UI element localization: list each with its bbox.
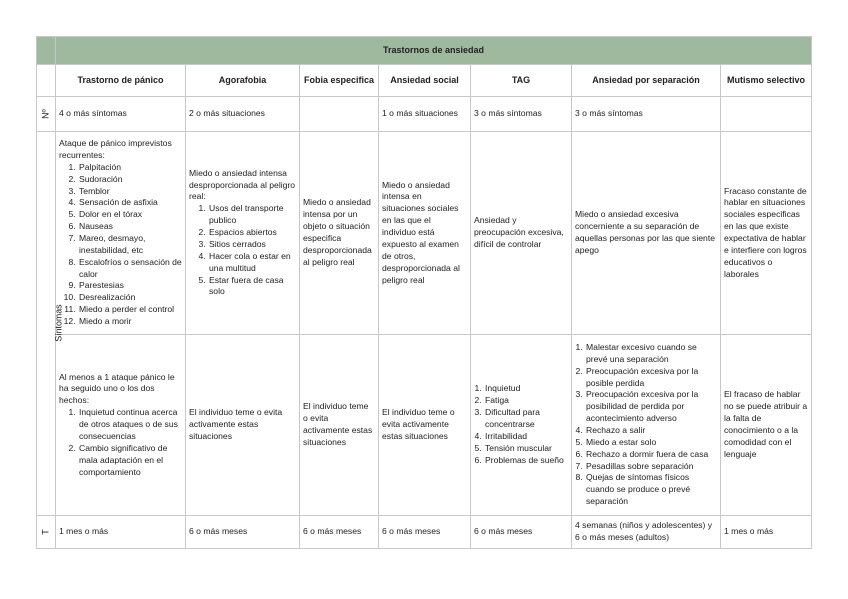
list-item: 2. Fatiga <box>484 395 568 407</box>
list-item: 6. Nauseas <box>78 221 182 233</box>
list-item: 11. Miedo a perder el control <box>78 304 182 316</box>
column-header: Fobia especifica <box>300 65 379 97</box>
table-cell: 3 o más síntomas <box>471 97 572 132</box>
table-cell: 6 o más meses <box>300 516 379 549</box>
list-item: 7. Mareo, desmayo, inestabilidad, etc <box>78 233 182 257</box>
table-cell <box>186 132 300 335</box>
consequence-list <box>59 407 182 478</box>
cell-intro: Ataque de pánico imprevistos recurrentes: <box>59 138 172 160</box>
row-label-time: T <box>37 516 56 549</box>
table-cell: Miedo o ansiedad excesiva concerniente a su separación de aquellas personas por las que siente apego <box>572 132 721 335</box>
symptom-list <box>59 162 182 328</box>
table-cell <box>300 97 379 132</box>
list-item: 1. Usos del transporte publico <box>208 203 296 227</box>
list-item: 10. Desrealización <box>78 292 182 304</box>
column-header: TAG <box>471 65 572 97</box>
table-cell: Miedo o ansiedad intensa en situaciones sociales en las que el individuo está expuesto al examen de otros, desproporcionada al peligro real <box>379 132 471 335</box>
list-item: 9. Parestesias <box>78 280 182 292</box>
list-item: 5. Tensión muscular <box>484 443 568 455</box>
cell-intro: Al menos a 1 ataque pánico le ha seguido uno o los dos hechos: <box>59 371 175 406</box>
column-header: Ansiedad por separación <box>572 65 721 97</box>
table-cell <box>721 97 812 132</box>
table-row <box>37 335 812 516</box>
table-cell: 6 o más meses <box>379 516 471 549</box>
empty-corner <box>37 65 56 97</box>
row-label-count: Nº <box>37 97 56 132</box>
table-cell: El individuo teme o evita activamente estas situaciones <box>186 335 300 516</box>
list-item: 6. Rechazo a dormir fuera de casa <box>585 449 717 461</box>
table-cell: 4 o más síntomas <box>56 97 186 132</box>
anxiety-disorders-table <box>36 36 812 549</box>
list-item: 12. Miedo a morir <box>78 316 182 328</box>
table-cell: El individuo teme o evita activamente estas situaciones <box>379 335 471 516</box>
list-item: 1. Inquietud continua acerca de otros ataques o de sus consecuencias <box>78 407 182 443</box>
table-cell <box>572 335 721 516</box>
table-cell: 1 o más situaciones <box>379 97 471 132</box>
table-cell: Miedo o ansiedad intensa por un objeto o situación especifica desproporcionada al peligro real <box>300 132 379 335</box>
table-cell: 1 mes o más <box>56 516 186 549</box>
list-item: 2. Sudoración <box>78 174 182 186</box>
list-item: 4. Sensación de asfixia <box>78 197 182 209</box>
table-cell: 1 mes o más <box>721 516 812 549</box>
list-item: 4. Irritabilidad <box>484 431 568 443</box>
list-item: 3. Dificultad para concentrarse <box>484 407 568 431</box>
table-title: Trastornos de ansiedad <box>56 37 812 65</box>
list-item: 8. Escalofríos o sensación de calor <box>78 257 182 281</box>
table-cell: 2 o más situaciones <box>186 97 300 132</box>
list-item: 1. Palpitación <box>78 162 182 174</box>
table-row <box>37 516 812 549</box>
list-item: 5. Estar fuera de casa solo <box>208 275 296 299</box>
tag-symptom-list <box>474 383 568 466</box>
table-cell <box>56 335 186 516</box>
table-row <box>37 132 812 335</box>
list-item: 2. Cambio significativo de mala adaptación en el comportamiento <box>78 443 182 479</box>
list-item: 2. Preocupación excesiva por la posible perdida <box>585 366 717 390</box>
table-cell: 6 o más meses <box>471 516 572 549</box>
list-item: 8. Quejas de síntomas físicos cuando se produce o prevé separación <box>585 472 717 508</box>
column-header: Trastorno de pánico <box>56 65 186 97</box>
column-header: Ansiedad social <box>379 65 471 97</box>
column-header: Mutismo selectivo <box>721 65 812 97</box>
situation-list <box>189 203 296 298</box>
list-item: 6. Problemas de sueño <box>484 455 568 467</box>
separation-symptom-list <box>575 342 717 508</box>
table-cell: Fracaso constante de hablar en situaciones sociales especificas en las que existe expectativa de hablar e interfiere con logros educativos o laborales <box>721 132 812 335</box>
list-item: 4. Rechazo a salir <box>585 425 717 437</box>
list-item: 5. Dolor en el tórax <box>78 209 182 221</box>
column-header: Agorafobia <box>186 65 300 97</box>
row-label-symptoms: Síntomas <box>37 132 56 516</box>
list-item: 5. Miedo a estar solo <box>585 437 717 449</box>
table-cell: 4 semanas (niños y adolescentes) y 6 o más meses (adultos) <box>572 516 721 549</box>
table-row <box>37 97 812 132</box>
table-cell: Ansiedad y preocupación excesiva, difícil de controlar <box>471 132 572 335</box>
table-cell: El individuo teme o evita activamente estas situaciones <box>300 335 379 516</box>
cell-intro: Miedo o ansiedad intensa desproporcionada al peligro real: <box>189 167 296 202</box>
table-cell: 6 o más meses <box>186 516 300 549</box>
table-cell: El fracaso de hablar no se puede atribuir a la falta de conocimiento o a la comodidad con el lenguaje <box>721 335 812 516</box>
list-item: 3. Preocupación excesiva por la posibilidad de perdida por acontecimiento adverso <box>585 389 717 425</box>
list-item: 1. Inquietud <box>484 383 568 395</box>
list-item: 2. Espacios abiertos <box>208 227 296 239</box>
list-item: 3. Temblor <box>78 186 182 198</box>
table-cell <box>471 335 572 516</box>
list-item: 3. Sitios cerrados <box>208 239 296 251</box>
table-cell <box>56 132 186 335</box>
list-item: 1. Malestar excesivo cuando se prevé una separación <box>585 342 717 366</box>
empty-corner <box>37 37 56 65</box>
list-item: 4. Hacer cola o estar en una multitud <box>208 251 296 275</box>
list-item: 7. Pesadillas sobre separación <box>585 461 717 473</box>
table-cell: 3 o más síntomas <box>572 97 721 132</box>
